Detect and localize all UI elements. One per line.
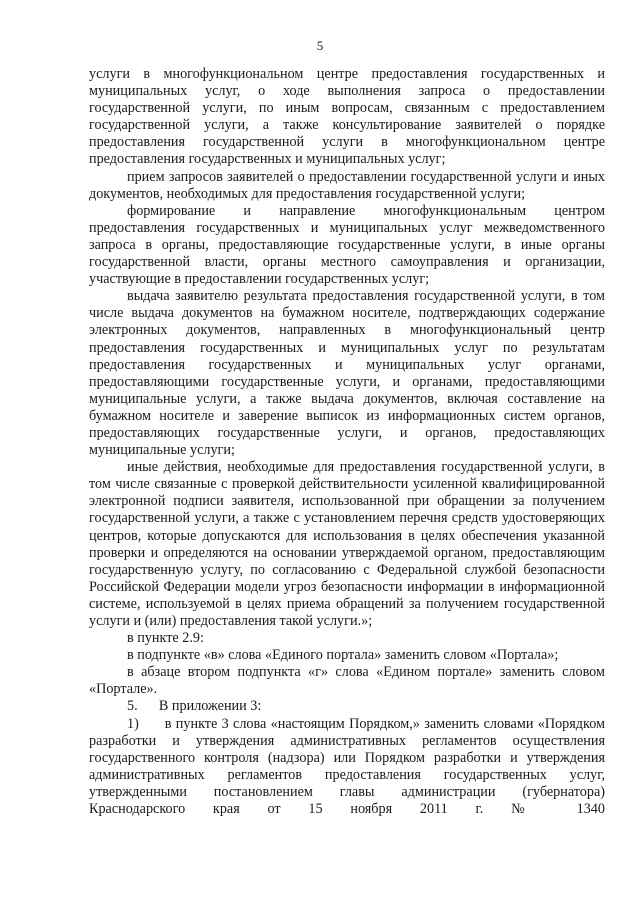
paragraph-other-actions: иные действия, необходимые для предоставления государственной услуги, в том числе связанные с проверкой действительности усиленной квалифицированной электронной подписи заявителя, использованной при обращении за получением государственной услуги, а также с установлением перечня средств удостоверяющих центров, которые допускаются для использования в целях обеспечения указанной проверки и определяются на основании утверждаемой органом, предоставляющим государственную услугу, по согласованию с Федеральной службой безопасности Российской Федерации модели угроз безопасности информации в информационной системе, используемой в целях приема обращений за получением государственной услуги и (или) предоставления такой услуги.»; (89, 459, 605, 629)
paragraph-item-5: 5. В приложении 3: (127, 698, 262, 715)
paragraph-subclause-g: в абзаце втором подпункта «г» слова «Едином портале» заменить словом «Портале». (89, 664, 605, 698)
paragraph-subclause-v: в подпункте «в» слова «Единого портала» заменить словом «Портала»; (127, 647, 559, 664)
document-body (89, 66, 609, 818)
page-number: 5 (316, 38, 324, 53)
paragraph-interagency-request: формирование и направление многофункциональным центром предоставления государственных и муниципальных услуг межведомственного запроса в органы, предоставляющие государственные услуги, в иные органы государственной власти, органы местного самоуправления и организации, участвующие в предоставлении государственных услуг; (89, 202, 605, 288)
paragraph-mfc-consulting: услуги в многофункциональном центре предоставления государственных и муниципальных услуг, о ходе выполнения запроса о предоставлении государственной услуги, по иным вопросам, связанным с предоставлением государственной услуги, а также консультирование заявителей о порядке предоставления государственной услуги в многофункциональном центре предоставления государственных и муниципальных услуг; (89, 66, 605, 168)
paragraph-result-issuance: выдача заявителю результата предоставления государственной услуги, в том числе выдача документов на бумажном носителе, подтверждающих содержание электронных документов, направленных в многофункциональный центр предоставления государственных и муниципальных услуг по результатам предоставления государственных и муниципальных услуг органами, предоставляющими государственные услуги, и органами, предоставляющими муниципальные услуги, а также выдача документов, включая составление на бумажном носителе и заверение выписок из информационных систем органов, предоставляющих государственные услуги, и органов, предоставляющих муниципальные услуги; (89, 288, 605, 459)
paragraph-request-intake: прием запросов заявителей о предоставлении государственной услуги и иных документов, необходимых для предоставления государственной услуги; (89, 168, 605, 202)
paragraph-item-1: 1) в пункте 3 слова «настоящим Порядком,» заменить словами «Порядком разработки и утверждения административных регламентов осуществления государственного контроля (надзора) или Порядком разработки и утверждения административных регламентов предоставления государственных услуг, утвержденными постановлением главы администрации (губернатора) Краснодарского края от 15 ноября 2011 г. № 1340 (89, 715, 609, 818)
paragraph-clause-2-9: в пункте 2.9: (127, 630, 204, 647)
